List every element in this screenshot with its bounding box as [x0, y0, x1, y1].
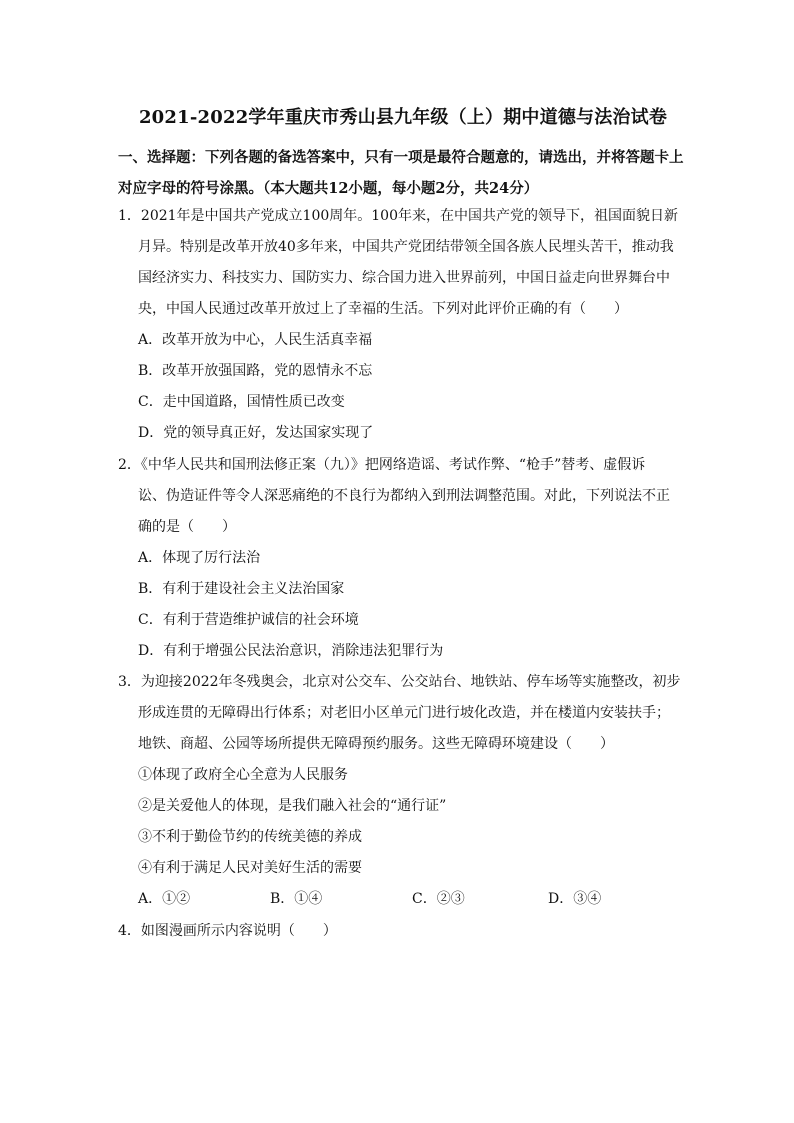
- question-3-statement-4: ④有利于满足人民对美好生活的需要: [138, 860, 362, 876]
- section-line-2: 对应字母的符号涂黑。（本大题共12小题，每小题2分，共24分）: [118, 180, 539, 197]
- question-3: [118, 667, 684, 915]
- question-1-option-a: A．改革开放为中心，人民生活真幸福: [138, 332, 373, 348]
- question-3-option-c: C．②③: [412, 891, 465, 907]
- question-3-line-3: 地铁、商超、公园等场所提供无障碍预约服务。这些无障碍环境建设（ ）: [138, 736, 614, 752]
- question-2-line-3: 确的是（ ）: [138, 519, 236, 535]
- question-4: [118, 916, 684, 947]
- question-2-option-d: D．有利于增强公民法治意识，消除违法犯罪行为: [138, 643, 444, 659]
- question-1-option-d: D．党的领导真正好，发达国家实现了: [138, 425, 374, 441]
- question-1-option-b: B．改革开放强国路，党的恩情永不忘: [138, 363, 373, 379]
- question-2: [118, 450, 684, 667]
- question-3-option-b: B．①④: [270, 891, 323, 907]
- question-3-line-2: 形成连贯的无障碍出行体系；对老旧小区单元门进行坡化改造，并在楼道内安装扶手；: [138, 705, 670, 721]
- question-2-line-1: 2．《中华人民共和国刑法修正案（九）》把网络造谣、考试作弊、“枪手”替考、虚假诉: [118, 457, 646, 473]
- section-instructions: [118, 142, 684, 204]
- section-line-1: 一、选择题：下列各题的备选答案中，只有一项是最符合题意的，请选出，并将答题卡上: [118, 149, 684, 166]
- question-1-line-2: 月异。特别是改革开放40多年来，中国共产党团结带领全国各族人民埋头苦干，推动我: [138, 239, 674, 255]
- question-3-line-1: 3．为迎接2022年冬残奥会，北京对公交车、公交站台、地铁站、停车场等实施整改，初步: [118, 674, 681, 690]
- question-3-option-a: A．①②: [138, 891, 191, 907]
- question-3-statement-2: ②是关爱他人的体现，是我们融入社会的“通行证”: [138, 798, 447, 814]
- question-3-statement-1: ①体现了政府全心全意为人民服务: [138, 767, 348, 783]
- question-3-options-row: [118, 884, 684, 915]
- question-2-line-2: 讼、伪造证件等令人深恶痛绝的不良行为都纳入到刑法调整范围。对此，下列说法不正: [138, 488, 670, 504]
- question-1-line-1: 1．2021年是中国共产党成立100周年。100年来，在中国共产党的领导下，祖国面貌日新: [118, 208, 678, 224]
- question-2-option-b: B．有利于建设社会主义法治国家: [138, 581, 345, 597]
- question-1-line-3: 国经济实力、科技实力、国防实力、综合国力进入世界前列，中国日益走向世界舞台中: [138, 270, 670, 286]
- question-4-line-1: 4．如图漫画所示内容说明（ ）: [118, 923, 337, 939]
- question-2-option-a: A．体现了厉行法治: [138, 550, 261, 566]
- question-2-option-c: C．有利于营造维护诚信的社会环境: [138, 612, 359, 628]
- question-1-option-c: C．走中国道路，国情性质已改变: [138, 394, 345, 410]
- question-3-option-d: D．③④: [548, 891, 602, 907]
- question-1-line-4: 央，中国人民通过改革开放过上了幸福的生活。下列对此评价正确的有（ ）: [138, 301, 628, 317]
- page-title: 2021-2022学年重庆市秀山县九年级（上）期中道德与法治试卷: [138, 107, 668, 128]
- question-1: [118, 201, 684, 449]
- question-3-statement-3: ③不利于勤俭节约的传统美德的养成: [138, 829, 362, 845]
